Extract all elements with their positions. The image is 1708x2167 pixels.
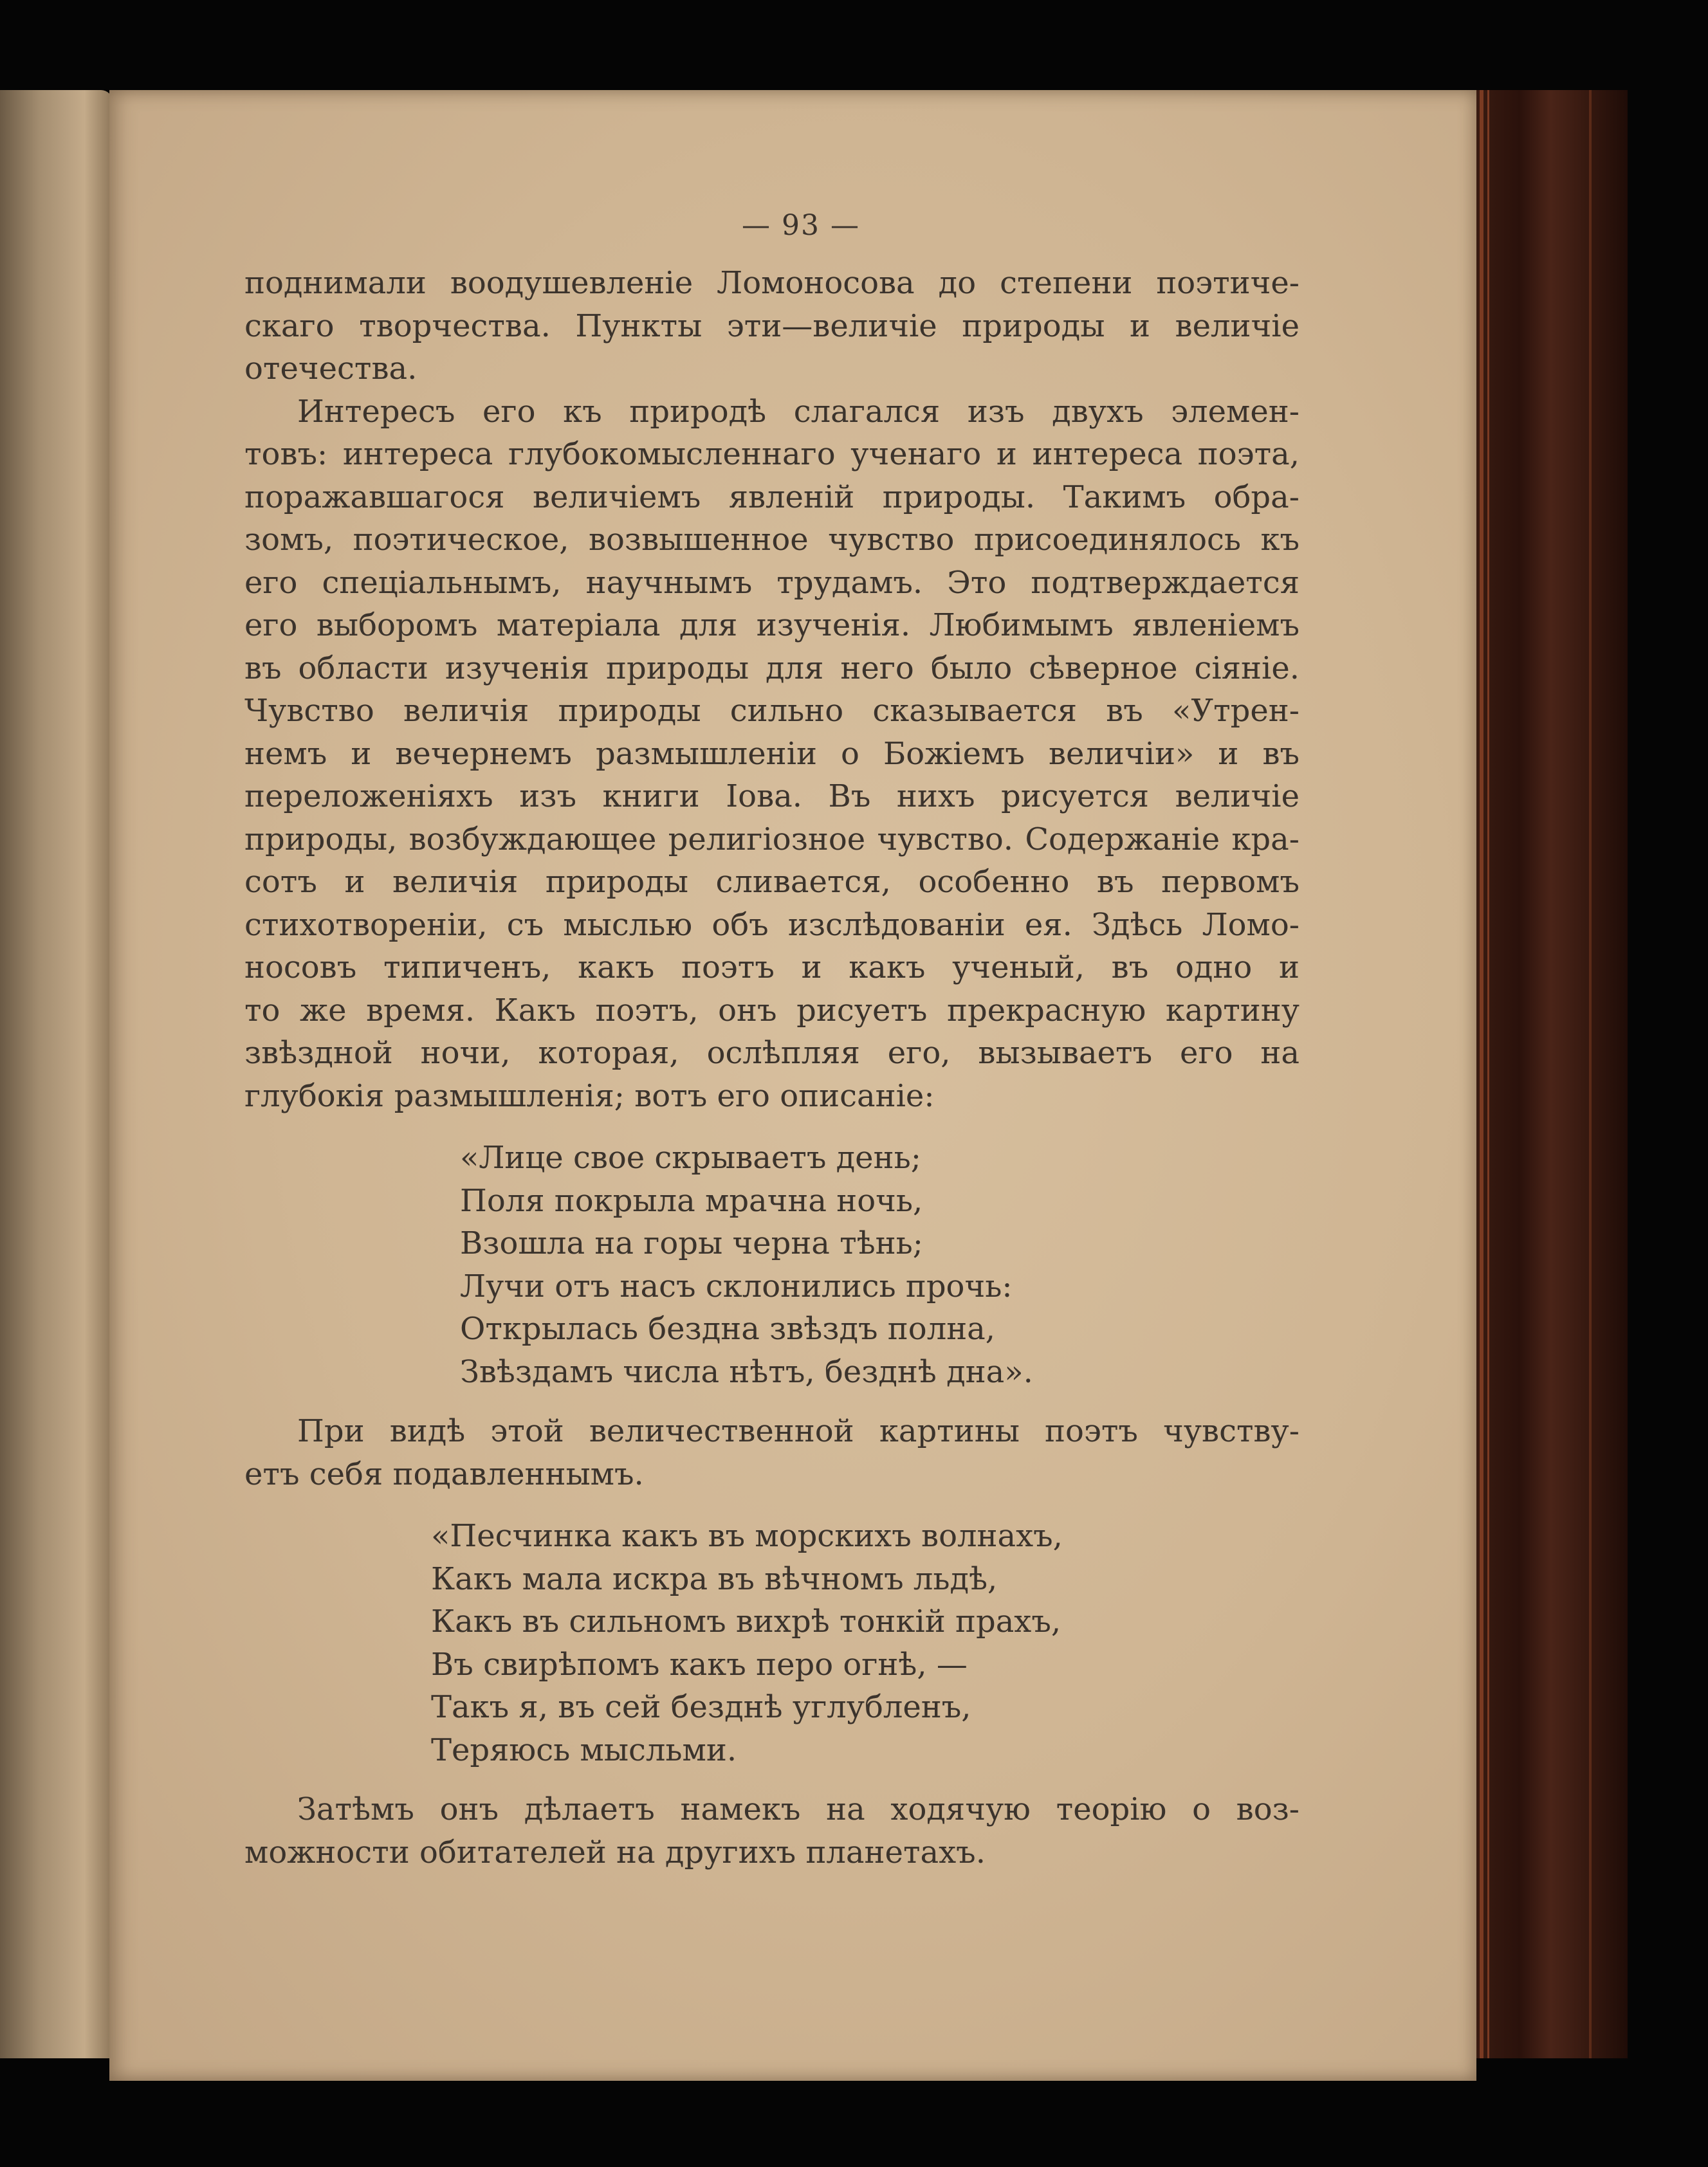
verse-line: Открылась бездна звѣздъ полна, — [460, 1311, 996, 1347]
text-line: звѣздной ночи, которая, ослѣпляя его, вызываетъ его на — [244, 1035, 1299, 1071]
paragraph-planets-theory — [244, 1788, 1299, 1874]
text-line: сотъ и величія природы сливается, особенно въ первомъ — [244, 864, 1299, 900]
text-line: товъ: интереса глубокомысленнаго ученаго и интереса поэта, — [244, 436, 1299, 472]
verse-line: Взошла на горы черна тѣнь; — [460, 1225, 923, 1261]
text-line: переложеніяхъ изъ книги Іова. Въ нихъ рисуется величіе — [244, 778, 1299, 814]
verse-line: «Лице свое скрываетъ день; — [460, 1140, 921, 1176]
paragraph-overwhelmed — [244, 1410, 1299, 1495]
text-line: Затѣмъ онъ дѣлаетъ намекъ на ходячую теорію о воз- — [297, 1791, 1299, 1827]
text-line: въ области изученія природы для него было сѣверное сіяніе. — [244, 650, 1299, 686]
paragraph-nature-interest — [244, 390, 1299, 1118]
text-line: можности обитателей на другихъ планетахъ. — [244, 1834, 986, 1870]
verse-line: «Песчинка какъ въ морскихъ волнахъ, — [431, 1518, 1063, 1554]
verse-line: Такъ я, въ сей безднѣ углубленъ, — [431, 1689, 971, 1725]
verse-line: Звѣздамъ числа нѣтъ, безднѣ дна». — [460, 1353, 1033, 1390]
previous-page-edge — [0, 90, 113, 2058]
text-line: отечества. — [244, 351, 418, 387]
text-line: носовъ типиченъ, какъ поэтъ и какъ ученый, въ одно и — [244, 949, 1299, 985]
text-line: При видѣ этой величественной картины поэтъ чувству- — [297, 1413, 1299, 1449]
text-line: глубокія размышленія; вотъ его описаніе: — [244, 1077, 935, 1114]
text-line: его спеціальнымъ, научнымъ трудамъ. Это подтверждается — [244, 564, 1299, 601]
paragraph-continuation — [244, 262, 1299, 390]
verse-line: Въ свирѣпомъ какъ перо огнѣ, — — [431, 1646, 968, 1683]
verse-line: Теряюсь мысльми. — [431, 1732, 737, 1768]
verse-quote-night — [460, 1137, 1299, 1393]
verse-line: Поля покрыла мрачна ночь, — [460, 1182, 923, 1219]
text-line: поднимали воодушевленіе Ломоносова до степени поэтиче- — [244, 265, 1299, 301]
page-number: — 93 — — [742, 209, 860, 242]
text-line: скаго творчества. Пункты эти—величіе природы и величіе — [244, 307, 1299, 344]
text-line: зомъ, поэтическое, возвышенное чувство присоединялось къ — [244, 522, 1299, 558]
page-text — [244, 190, 1299, 1874]
verse-line: Какъ мала искра въ вѣчномъ льдѣ, — [431, 1560, 998, 1597]
text-line: немъ и вечернемъ размышленіи о Божіемъ величіи» и въ — [244, 735, 1299, 772]
text-line: поражавшагося величіемъ явленій природы. Такимъ обра- — [244, 479, 1299, 515]
text-line: Интересъ его къ природѣ слагался изъ двухъ элемен- — [297, 393, 1299, 430]
verse-line: Какъ въ сильномъ вихрѣ тонкій прахъ, — [431, 1604, 1061, 1640]
text-line: природы, возбуждающее религіозное чувство. Содержаніе кра- — [244, 821, 1299, 857]
text-line: то же время. Какъ поэтъ, онъ рисуетъ прекрасную картину — [244, 992, 1299, 1029]
book-page — [109, 90, 1476, 2081]
text-line: его выборомъ матеріала для изученія. Любимымъ явленіемъ — [244, 607, 1299, 643]
text-line: етъ себя подавленнымъ. — [244, 1456, 644, 1492]
text-line: стихотвореніи, съ мыслью объ изслѣдованіи ея. Здѣсь Ломо- — [244, 906, 1299, 943]
book-cover-edge — [1473, 90, 1628, 2058]
text-line: Чувство величія природы сильно сказывается въ «Утрен- — [244, 693, 1299, 729]
verse-quote-grain — [431, 1515, 1299, 1771]
verse-line: Лучи отъ насъ склонились прочь: — [460, 1268, 1013, 1304]
